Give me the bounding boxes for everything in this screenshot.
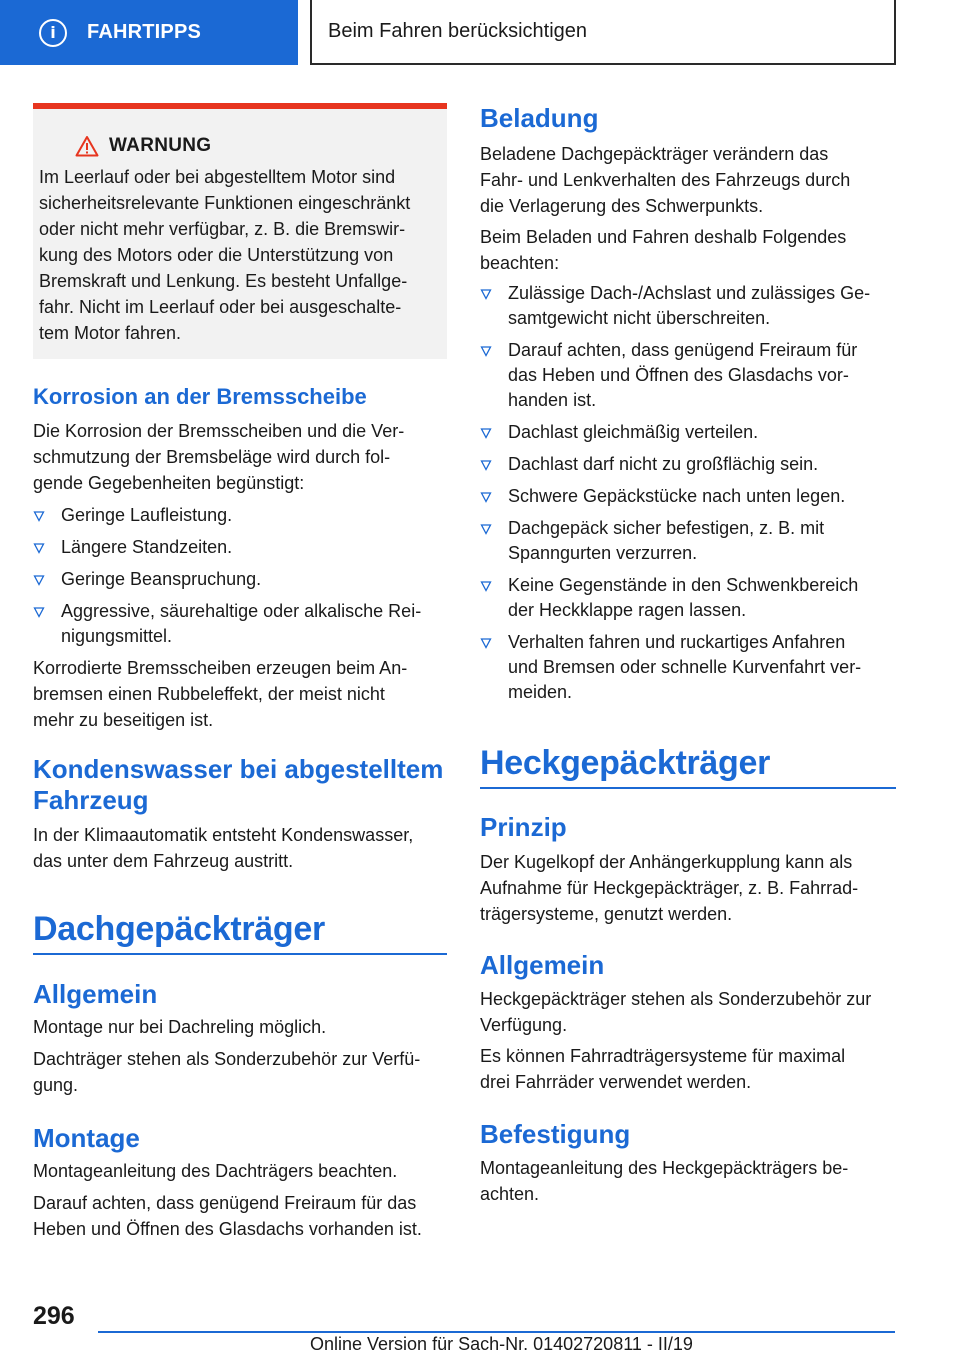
list-item-text: Darauf achten, dass genügend Freiraum für <box>508 340 858 360</box>
text-line: In der Klimaautomatik entsteht Kondenswasser, <box>33 825 414 845</box>
text-line: achten. <box>480 1184 540 1204</box>
section-divider <box>480 787 896 789</box>
list-item-text: Dachlast gleichmäßig verteilen. <box>508 422 759 442</box>
korrosion-heading: Korrosion an der Bremsscheibe <box>33 384 367 409</box>
list-item-text: samtgewicht nicht überschreiten. <box>508 308 771 328</box>
warning-line: fahr. Nicht im Leerlauf oder bei ausgeschalte- <box>39 297 402 317</box>
heading-line: Fahrzeug <box>33 785 149 815</box>
list-item <box>480 452 896 477</box>
dach-allgemein-heading: Allgemein <box>33 979 158 1009</box>
triangle-bullet-icon <box>480 288 492 300</box>
list-item-text: Aggressive, säurehaltige oder alkalische Rei- <box>61 601 422 621</box>
text-line: das unter dem Fahrzeug austritt. <box>33 851 294 871</box>
triangle-bullet-icon <box>480 637 492 649</box>
text-line: Die Korrosion der Bremsscheiben und die Ver- <box>33 421 405 441</box>
list-item-text: Zulässige Dach-/Achslast und zulässiges Ge- <box>508 283 871 303</box>
list-item-text: das Heben und Öffnen des Glasdachs vor- <box>508 365 849 385</box>
heck-allgemein-p2 <box>480 1043 845 1095</box>
list-item-text: Schwere Gepäckstücke nach unten legen. <box>508 486 846 506</box>
text-line: schmutzung der Bremsbeläge wird durch fol- <box>33 447 391 467</box>
text-line: Aufnahme für Heckgepäckträger, z. B. Fahrrad- <box>480 878 859 898</box>
text-line: Heben und Öffnen des Glasdachs vorhanden ist. <box>33 1219 422 1239</box>
text-line: Korrodierte Bremsscheiben erzeugen beim An- <box>33 658 408 678</box>
list-item-text: Dachlast darf nicht zu großflächig sein. <box>508 454 819 474</box>
section-title: Beim Fahren berücksichtigen <box>328 20 588 42</box>
warning-triangle-icon <box>75 135 99 157</box>
list-item-text: Spanngurten verzurren. <box>508 543 698 563</box>
dach-allgemein-p2 <box>33 1046 420 1098</box>
list-item <box>33 567 447 592</box>
list-item <box>480 338 896 413</box>
text-line: beachten: <box>480 253 560 273</box>
warning-line: sicherheitsrelevante Funktionen eingeschränkt <box>39 193 411 213</box>
text-line: Fahr- und Lenkverhalten des Fahrzeugs durch <box>480 170 851 190</box>
warning-line: kung des Motors oder die Unterstützung von <box>39 245 394 265</box>
dach-montage-p1: Montageanleitung des Dachträgers beachten. <box>33 1161 398 1181</box>
beladung-p1 <box>480 141 850 219</box>
list-item-text: der Heckklappe ragen lassen. <box>508 600 747 620</box>
kondens-text <box>33 822 413 874</box>
heck-title: Heckgepäckträger <box>480 744 771 782</box>
text-line: trägersysteme, genutzt werden. <box>480 904 733 924</box>
text-line: mehr zu beseitigen ist. <box>33 710 214 730</box>
list-item-text: Geringe Beanspruchung. <box>61 569 262 589</box>
list-item-text: Längere Standzeiten. <box>61 537 233 557</box>
section-divider <box>33 953 447 955</box>
beladung-heading: Beladung <box>480 103 599 133</box>
dach-allgemein-p1: Montage nur bei Dachreling möglich. <box>33 1017 327 1037</box>
text-line: Dachträger stehen als Sonderzubehör zur Verfü- <box>33 1049 421 1069</box>
warning-text <box>39 164 441 346</box>
heck-prinzip-text <box>480 849 858 927</box>
dach-title: Dachgepäckträger <box>33 910 325 948</box>
triangle-bullet-icon <box>480 427 492 439</box>
text-line: Montageanleitung des Heckgepäckträgers be- <box>480 1158 849 1178</box>
text-line: Beladene Dachgepäckträger verändern das <box>480 144 829 164</box>
list-item <box>480 484 896 509</box>
list-item <box>33 503 447 528</box>
list-item <box>480 630 896 705</box>
warning-line: Im Leerlauf oder bei abgestelltem Motor sind <box>39 167 396 187</box>
heading-line: Kondenswasser bei abgestelltem <box>33 754 444 784</box>
heck-befestigung-text <box>480 1155 848 1207</box>
triangle-bullet-icon <box>33 510 45 522</box>
text-line: Verfügung. <box>480 1015 568 1035</box>
triangle-bullet-icon <box>33 606 45 618</box>
warning-title: WARNUNG <box>109 135 212 156</box>
text-line: Beim Beladen und Fahren deshalb Folgendes <box>480 227 847 247</box>
info-icon: i <box>39 19 67 47</box>
list-item <box>33 535 447 560</box>
triangle-bullet-icon <box>33 542 45 554</box>
warning-line: Bremskraft und Lenkung. Es besteht Unfallge- <box>39 271 408 291</box>
section-header <box>310 0 896 65</box>
beladung-list <box>480 281 896 705</box>
heck-prinzip-heading: Prinzip <box>480 812 567 842</box>
list-item-text: meiden. <box>508 682 573 702</box>
text-line: Darauf achten, dass genügend Freiraum für das <box>33 1193 417 1213</box>
korrosion-outro <box>33 655 407 733</box>
chapter-tab[interactable] <box>0 0 298 65</box>
list-item-text: Keine Gegenstände in den Schwenkbereich <box>508 575 859 595</box>
footer-divider <box>98 1331 895 1333</box>
text-line: gung. <box>33 1075 79 1095</box>
triangle-bullet-icon <box>480 459 492 471</box>
korrosion-intro <box>33 418 404 496</box>
list-item-text: Dachgepäck sicher befestigen, z. B. mit <box>508 518 825 538</box>
list-item <box>480 573 896 623</box>
text-line: die Verlagerung des Schwerpunkts. <box>480 196 764 216</box>
triangle-bullet-icon <box>480 345 492 357</box>
footer-text: Online Version für Sach-Nr. 01402720811 - II/19 <box>310 1334 693 1354</box>
text-line: Es können Fahrradträgersysteme für maximal <box>480 1046 846 1066</box>
text-line: bremsen einen Rubbeleffekt, der meist nicht <box>33 684 385 704</box>
kondens-heading <box>33 754 443 816</box>
dach-montage-p2 <box>33 1190 422 1242</box>
list-item-text: Geringe Laufleistung. <box>61 505 233 525</box>
text-line: drei Fahrräder verwendet werden. <box>480 1072 752 1092</box>
warning-box <box>33 103 447 359</box>
triangle-bullet-icon <box>33 574 45 586</box>
heck-befestigung-heading: Befestigung <box>480 1119 631 1149</box>
heck-allgemein-p1 <box>480 986 871 1038</box>
list-item <box>480 281 896 331</box>
list-item-text: und Bremsen oder schnelle Kurvenfahrt ver- <box>508 657 862 677</box>
triangle-bullet-icon <box>480 491 492 503</box>
text-line: Der Kugelkopf der Anhängerkupplung kann als <box>480 852 853 872</box>
warning-line: tem Motor fahren. <box>39 323 182 343</box>
chapter-tab-label: FAHRTIPPS <box>87 21 202 43</box>
list-item <box>480 516 896 566</box>
triangle-bullet-icon <box>480 580 492 592</box>
list-item <box>33 599 447 649</box>
list-item-text: handen ist. <box>508 390 597 410</box>
text-line: gende Gegebenheiten begünstigt: <box>33 473 305 493</box>
list-item <box>480 420 896 445</box>
page-number: 296 <box>33 1302 75 1330</box>
heck-allgemein-heading: Allgemein <box>480 950 605 980</box>
text-line: Heckgepäckträger stehen als Sonderzubehör zur <box>480 989 872 1009</box>
beladung-p2 <box>480 224 846 276</box>
list-item-text: Verhalten fahren und ruckartiges Anfahren <box>508 632 846 652</box>
dach-montage-heading: Montage <box>33 1123 140 1153</box>
warning-line: oder nicht mehr verfügbar, z. B. die Bremswir- <box>39 219 406 239</box>
triangle-bullet-icon <box>480 523 492 535</box>
korrosion-list <box>33 503 447 649</box>
list-item-text: nigungsmittel. <box>61 626 173 646</box>
